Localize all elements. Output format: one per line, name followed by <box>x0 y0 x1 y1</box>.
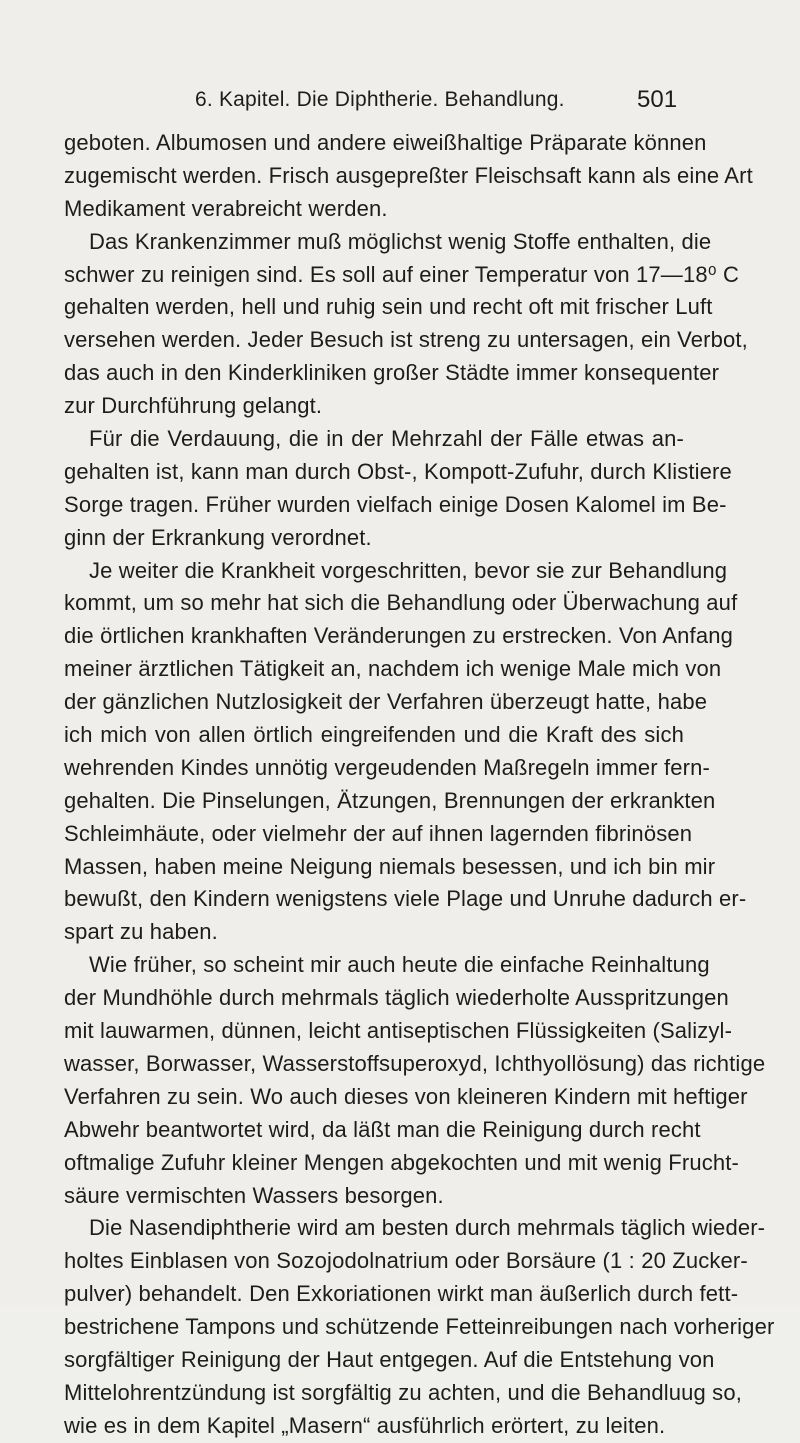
text-line: meiner ärztlichen Tätigkeit an, nachdem ich wenige Male mich von <box>64 656 722 682</box>
text-line: der gänzlichen Nutzlosigkeit der Verfahren überzeugt hatte, habe <box>64 689 708 715</box>
text-line: die örtlichen krankhaften Veränderungen zu erstrecken. Von Anfang <box>64 623 733 649</box>
running-title: 6. Kapitel. Die Diphtherie. Behandlung. <box>195 88 565 111</box>
text-line: gehalten. Die Pinselungen, Ätzungen, Brennungen der erkrankten <box>64 787 716 813</box>
text-line: gehalten ist, kann man durch Obst-, Kompott-Zufuhr, durch Klistiere <box>64 458 732 484</box>
page-number: 501 <box>637 86 678 113</box>
text-line: pulver) behandelt. Den Exkoriationen wirkt man äußerlich durch fett- <box>64 1281 739 1307</box>
text-line: Abwehr beantwortet wird, da läßt man die Reinigung durch recht <box>64 1116 701 1142</box>
text-line: Wie früher, so scheint mir auch heute die einfache Reinhaltung <box>89 952 710 978</box>
text-line: Sorge tragen. Früher wurden vielfach einige Dosen Kalomel im Be- <box>64 491 727 517</box>
text-line: Medikament verabreicht werden. <box>64 195 388 221</box>
text-line: Mittelohrentzündung ist sorgfältig zu achten, und die Behandluug so, <box>64 1379 742 1405</box>
text-line: schwer zu reinigen sind. Es soll auf einer Temperatur von 17—18⁰ C <box>64 261 739 287</box>
text-line: das auch in den Kinderkliniken großer Städte immer konsequenter <box>64 360 720 386</box>
text-line: bewußt, den Kindern wenigstens viele Plage und Unruhe dadurch er- <box>64 886 747 912</box>
paragraph <box>64 949 766 1212</box>
text-line: Schleimhäute, oder vielmehr der auf ihnen lagernden fibrinösen <box>64 820 693 846</box>
text-line: mit lauwarmen, dünnen, leicht antiseptischen Flüssigkeiten (Salizyl- <box>64 1018 733 1044</box>
paragraph <box>64 555 747 950</box>
text-line: säure vermischten Wassers besorgen. <box>64 1182 444 1208</box>
page-header <box>0 80 800 120</box>
body-text <box>64 127 775 1443</box>
text-line: bestrichene Tampons und schützende Fetteinreibungen nach vorheriger <box>64 1314 775 1340</box>
text-line: zugemischt werden. Frisch ausgepreßter Fleischsaft kann als eine Art <box>64 162 753 188</box>
text-line: holtes Einblasen von Sozojodolnatrium oder Borsäure (1 : 20 Zucker- <box>64 1248 748 1274</box>
text-line: Je weiter die Krankheit vorgeschritten, bevor sie zur Behandlung <box>89 557 728 583</box>
text-line: oftmalige Zufuhr kleiner Mengen abgekochten und mit wenig Frucht- <box>64 1149 739 1175</box>
text-line: Die Nasendiphtherie wird am besten durch mehrmals täglich wieder- <box>89 1215 766 1241</box>
text-line: zur Durchführung gelangt. <box>64 393 323 419</box>
text-line: Für die Verdauung, die in der Mehrzahl der Fälle etwas an- <box>89 426 684 452</box>
text-line: Das Krankenzimmer muß möglichst wenig Stoffe enthalten, die <box>89 228 712 254</box>
text-line: ich mich von allen örtlich eingreifenden und die Kraft des sich <box>64 722 684 748</box>
paragraph <box>64 127 753 226</box>
text-line: der Mundhöhle durch mehrmals täglich wiederholte Ausspritzungen <box>64 985 729 1011</box>
text-line: ginn der Erkrankung verordnet. <box>64 524 372 550</box>
text-line: Massen, haben meine Neigung niemals besessen, und ich bin mir <box>64 853 716 879</box>
text-line: wasser, Borwasser, Wasserstoffsuperoxyd, Ichthyollösung) das richtige <box>64 1050 766 1076</box>
text-line: sorgfältiger Reinigung der Haut entgegen. Auf die Entstehung von <box>64 1346 715 1372</box>
paragraph <box>64 1212 775 1442</box>
text-line: versehen werden. Jeder Besuch ist streng zu untersagen, ein Verbot, <box>64 327 748 353</box>
text-line: Verfahren zu sein. Wo auch dieses von kleineren Kindern mit heftiger <box>64 1083 748 1109</box>
text-line: gehalten werden, hell und ruhig sein und recht oft mit frischer Luft <box>64 294 713 320</box>
paragraph <box>64 226 748 423</box>
text-line: geboten. Albumosen und andere eiweißhaltige Präparate können <box>64 130 707 155</box>
text-line: wie es in dem Kapitel „Masern“ ausführlich erörtert, zu leiten. <box>64 1412 666 1438</box>
paragraph <box>64 423 732 555</box>
text-line: kommt, um so mehr hat sich die Behandlung oder Überwachung auf <box>64 590 738 616</box>
text-line: spart zu haben. <box>64 919 218 945</box>
text-line: wehrenden Kindes unnötig vergeudenden Maßregeln immer fern- <box>64 754 711 780</box>
